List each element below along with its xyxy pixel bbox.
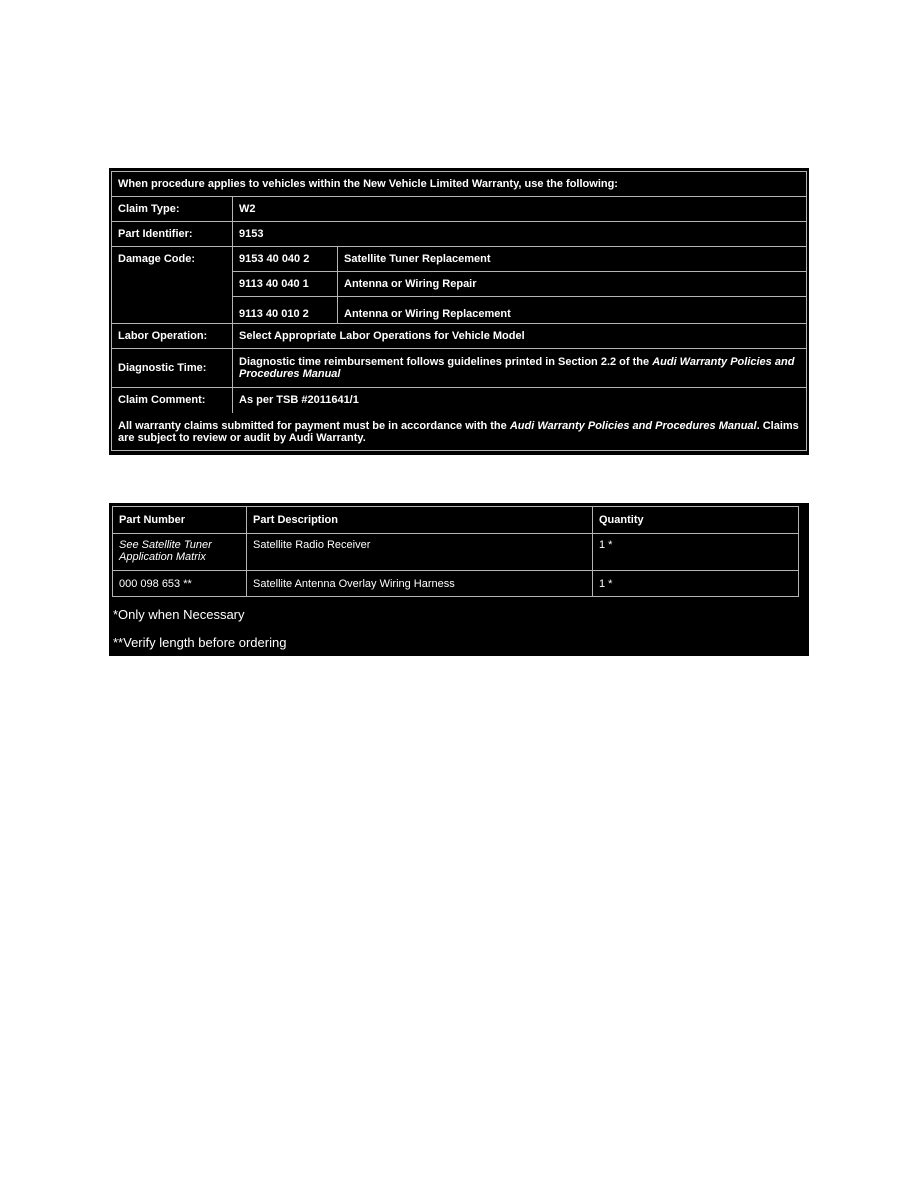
part-identifier-value: 9153 [233, 222, 807, 247]
claim-comment-label: Claim Comment: [112, 388, 233, 413]
footnote-verify-length: **Verify length before ordering [113, 635, 287, 650]
diagnostic-text: Diagnostic time reimbursement follows guidelines printed in Section 2.2 of the [239, 356, 653, 368]
labor-operation-value: Select Appropriate Labor Operations for Vehicle Model [233, 324, 807, 349]
part-identifier-label: Part Identifier: [112, 222, 233, 247]
damage-code-text: 9113 40 010 2 [239, 308, 309, 320]
damage-code-description [338, 297, 807, 324]
quantity-header: Quantity [593, 507, 799, 534]
quantity-cell: 1 * [593, 571, 799, 597]
parts-table [112, 506, 799, 597]
warranty-claim-panel [109, 168, 809, 455]
table-header-row [113, 507, 799, 534]
warranty-claim-table [111, 171, 807, 451]
part-description-header: Part Description [247, 507, 593, 534]
table-row [112, 247, 807, 272]
table-row [112, 413, 807, 451]
footnote-only-when-necessary: *Only when Necessary [113, 607, 245, 622]
part-number-matrix-ref: Satellite Tuner Application Matrix [119, 539, 212, 563]
damage-code: 9153 40 040 2 [233, 247, 338, 272]
part-number-header: Part Number [113, 507, 247, 534]
part-description-cell: Satellite Antenna Overlay Wiring Harness [247, 571, 593, 597]
part-number-cell: 000 098 653 ** [113, 571, 247, 597]
part-description-cell: Satellite Radio Receiver [247, 534, 593, 571]
claim-comment-value: As per TSB #2011641/1 [233, 388, 807, 413]
claim-type-label: Claim Type: [112, 197, 233, 222]
table-row [112, 172, 807, 197]
quantity-cell: 1 * [593, 534, 799, 571]
damage-code-label: Damage Code: [112, 247, 233, 324]
diagnostic-manual-title: Audi Warranty Policies and Procedures Manual [239, 356, 795, 380]
table-row [112, 388, 807, 413]
damage-code: 9113 40 040 1 [233, 272, 338, 297]
damage-code [233, 297, 338, 324]
part-number-cell [113, 534, 247, 571]
table-row [112, 349, 807, 388]
warranty-note-text: All warranty claims submitted for payment must be in accordance with the [118, 419, 510, 432]
damage-code-description: Antenna or Wiring Repair [338, 272, 807, 297]
damage-code-description: Satellite Tuner Replacement [338, 247, 807, 272]
warranty-heading: When procedure applies to vehicles within the New Vehicle Limited Warranty, use the following: [112, 172, 807, 197]
table-row [113, 534, 799, 571]
table-row [112, 324, 807, 349]
warranty-note-manual-title: Audi Warranty Policies and Procedures Manual [509, 419, 757, 432]
labor-operation-label: Labor Operation: [112, 324, 233, 349]
claim-type-value: W2 [233, 197, 807, 222]
table-row [113, 571, 799, 597]
parts-panel [109, 503, 809, 656]
diagnostic-time-label: Diagnostic Time: [112, 349, 233, 388]
table-row [112, 197, 807, 222]
part-number-prefix: See [119, 539, 142, 551]
diagnostic-time-value [233, 349, 807, 388]
warranty-note [112, 413, 807, 451]
table-row [112, 222, 807, 247]
damage-code-description-text: Antenna or Wiring Replacement [344, 308, 511, 320]
warranty-note-text-end: . Claims are subject to review or audit by Audi Warranty. [118, 419, 799, 444]
